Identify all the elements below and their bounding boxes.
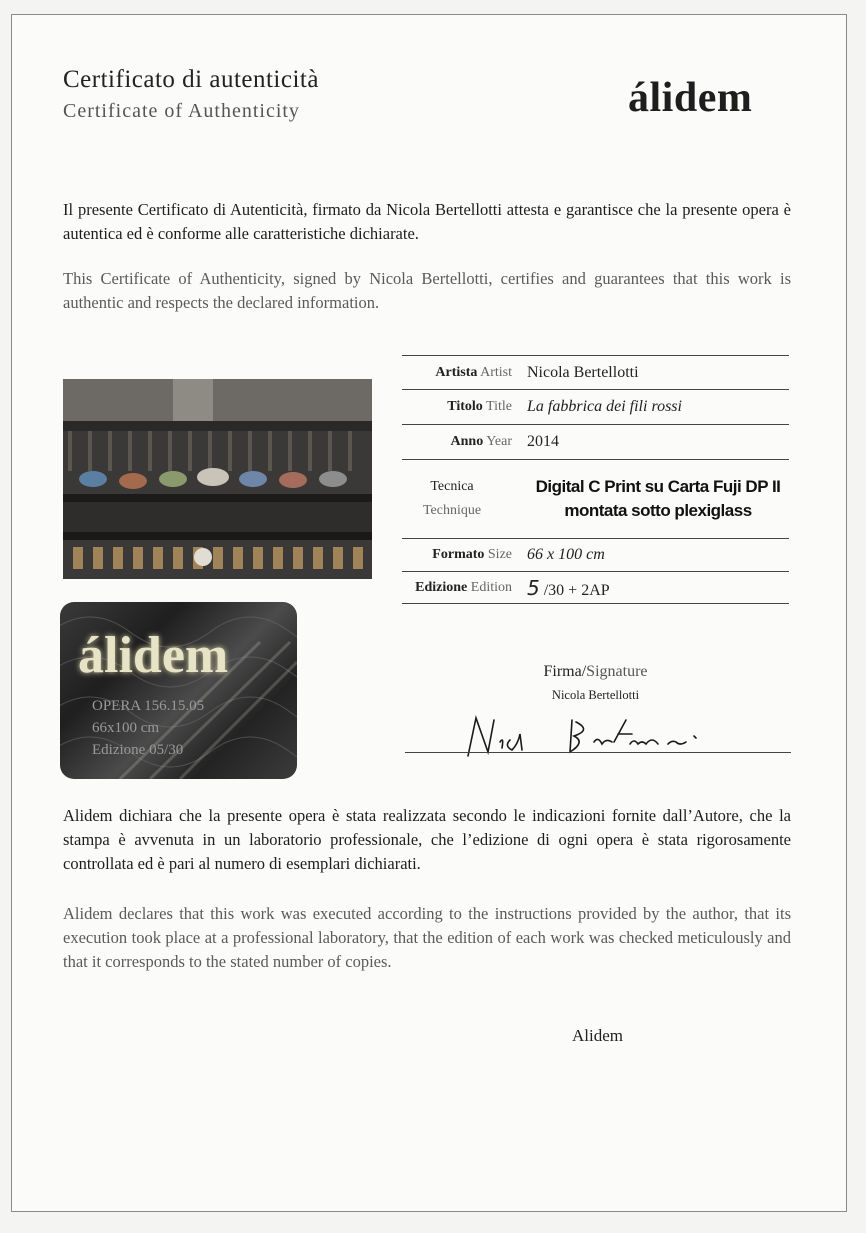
row-technique	[402, 459, 789, 538]
edition-label-en: Edition	[470, 579, 512, 595]
intro-english: This Certificate of Authenticity, signed by Nicola Bertellotti, certifies and guarantees that this work is authentic and respects the declared information.	[63, 269, 791, 312]
title-label-it: Titolo	[447, 399, 483, 414]
signature-label	[402, 663, 789, 681]
artwork-image	[63, 379, 372, 579]
hologram-sticker	[60, 602, 297, 779]
artist-value: Nicola Bertellotti	[527, 363, 639, 381]
edition-value	[527, 576, 789, 600]
edition-number-handwritten: 5	[527, 575, 540, 600]
row-edition	[402, 571, 789, 604]
edition-total: /30 + 2AP	[543, 581, 610, 599]
size-value-handwritten: 66 x 100 cm	[527, 546, 605, 563]
year-label-en: Year	[486, 434, 512, 449]
edition-label	[402, 580, 527, 596]
declaration-english: Alidem declares that this work was executed according to the instructions provided by the author, that its execution took place at a professional laboratory, that the edition of each work was checked meticulously and that it corresponds to the stated number of copies.	[63, 904, 791, 971]
intro-italian: Il presente Certificato di Autenticità, firmato da Nicola Bertellotti attesta e garantisce che la presente opera è autentica ed è conforme alle caratteristiche dichiarate.	[63, 200, 791, 243]
row-title	[402, 389, 789, 424]
size-label-en: Size	[487, 547, 512, 562]
artwork-photo	[63, 379, 372, 579]
row-year	[402, 424, 789, 459]
hologram-opera: OPERA 156.15.05	[92, 698, 205, 714]
artist-label-it: Artista	[435, 364, 478, 380]
row-size	[402, 538, 789, 571]
size-label-it: Formato	[432, 547, 485, 562]
technique-label-it: Tecnica	[430, 479, 474, 494]
hologram-logo: álidem	[78, 627, 229, 684]
declaration-italian: Alidem dichiara che la presente opera è stata realizzata secondo le indicazioni fornite dall’Autore, che la stampa è avvenuta in un laboratorio professionale, che l’edizione di ogni opera è stata rigorosamente controllata ed è pari al numero di esemplari dichiarati.	[63, 806, 791, 873]
title-value: La fabbrica dei fili rossi	[527, 398, 682, 415]
year-label-it: Anno	[450, 434, 484, 449]
technique-label-en: Technique	[422, 503, 482, 518]
signature-name: Nicola Bertellotti	[551, 688, 640, 702]
artist-label	[402, 365, 527, 381]
title-english: Certificate of Authenticity	[63, 100, 300, 122]
row-artist	[402, 355, 789, 389]
signature-label-it: Firma/	[543, 663, 587, 680]
year-value: 2014	[527, 433, 559, 450]
artist-label-en: Artist	[480, 364, 512, 380]
hologram-size: 66x100 cm	[92, 720, 160, 736]
title-label	[402, 399, 527, 415]
signature-line	[405, 752, 791, 753]
technique-value	[527, 475, 789, 523]
title-italian: Certificato di autenticità	[63, 66, 319, 93]
alidem-logo: álidem	[628, 75, 753, 121]
technique-label	[402, 475, 527, 523]
size-label	[402, 547, 527, 563]
year-label	[402, 434, 527, 450]
footer-signatory: Alidem	[572, 1026, 623, 1045]
details-table	[402, 355, 789, 604]
hologram-edition: Edizione 05/30	[92, 742, 184, 758]
edition-label-it: Edizione	[415, 579, 468, 595]
title-label-en: Title	[486, 399, 512, 414]
signature-label-en: Signature	[586, 663, 648, 680]
technique-line2: montata sotto plexiglass	[564, 501, 752, 520]
handwritten-signature	[462, 712, 712, 764]
technique-line1: Digital C Print su Carta Fuji DP II	[535, 477, 781, 496]
